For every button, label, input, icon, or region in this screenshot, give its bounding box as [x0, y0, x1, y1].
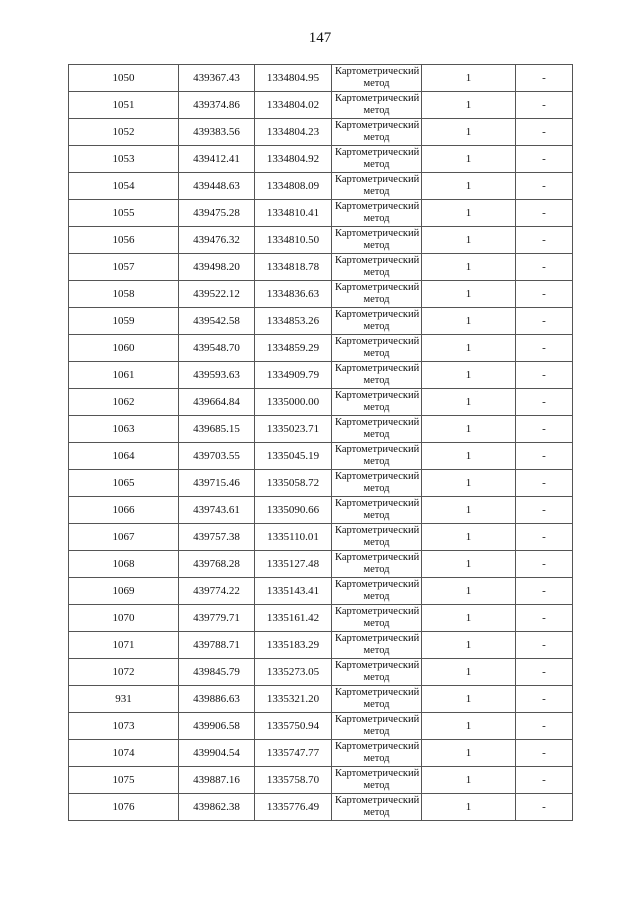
- note-cell: -: [516, 497, 573, 524]
- point-id-cell: 1062: [69, 389, 179, 416]
- method-cell: Картометрический метод: [332, 65, 422, 92]
- accuracy-cell: 1: [422, 551, 516, 578]
- coord-y-cell: 1335143.41: [255, 578, 332, 605]
- table-row: [69, 443, 573, 470]
- accuracy-cell: 1: [422, 659, 516, 686]
- coord-y-cell: 1334909.79: [255, 362, 332, 389]
- coord-y-cell: 1335321.20: [255, 686, 332, 713]
- point-id-cell: 1061: [69, 362, 179, 389]
- note-cell: -: [516, 443, 573, 470]
- coord-y-cell: 1335090.66: [255, 497, 332, 524]
- note-cell: -: [516, 524, 573, 551]
- accuracy-cell: 1: [422, 119, 516, 146]
- note-cell: -: [516, 794, 573, 821]
- coord-y-cell: 1335023.71: [255, 416, 332, 443]
- coord-x-cell: 439412.41: [179, 146, 255, 173]
- note-cell: -: [516, 173, 573, 200]
- method-cell: Картометрический метод: [332, 227, 422, 254]
- point-id-cell: 1057: [69, 254, 179, 281]
- point-id-cell: 931: [69, 686, 179, 713]
- coord-x-cell: 439476.32: [179, 227, 255, 254]
- coord-y-cell: 1335776.49: [255, 794, 332, 821]
- coord-x-cell: 439593.63: [179, 362, 255, 389]
- page-number: 147: [308, 30, 332, 46]
- method-cell: Картометрический метод: [332, 470, 422, 497]
- coord-x-cell: 439374.86: [179, 92, 255, 119]
- table-row: [69, 551, 573, 578]
- point-id-cell: 1074: [69, 740, 179, 767]
- accuracy-cell: 1: [422, 713, 516, 740]
- coord-x-cell: 439522.12: [179, 281, 255, 308]
- method-cell: Картометрический метод: [332, 605, 422, 632]
- table-row: [69, 362, 573, 389]
- method-cell: Картометрический метод: [332, 173, 422, 200]
- method-cell: Картометрический метод: [332, 200, 422, 227]
- note-cell: -: [516, 632, 573, 659]
- coord-y-cell: 1335747.77: [255, 740, 332, 767]
- accuracy-cell: 1: [422, 335, 516, 362]
- table-row: [69, 200, 573, 227]
- point-id-cell: 1058: [69, 281, 179, 308]
- note-cell: -: [516, 65, 573, 92]
- method-cell: Картометрический метод: [332, 767, 422, 794]
- method-cell: Картометрический метод: [332, 551, 422, 578]
- table-row: [69, 497, 573, 524]
- coord-y-cell: 1334836.63: [255, 281, 332, 308]
- note-cell: -: [516, 767, 573, 794]
- accuracy-cell: 1: [422, 281, 516, 308]
- coord-x-cell: 439715.46: [179, 470, 255, 497]
- method-cell: Картометрический метод: [332, 389, 422, 416]
- accuracy-cell: 1: [422, 767, 516, 794]
- coord-y-cell: 1334804.02: [255, 92, 332, 119]
- coord-x-cell: 439448.63: [179, 173, 255, 200]
- coord-y-cell: 1335183.29: [255, 632, 332, 659]
- coord-x-cell: 439367.43: [179, 65, 255, 92]
- table-row: [69, 767, 573, 794]
- coord-y-cell: 1335000.00: [255, 389, 332, 416]
- method-cell: Картометрический метод: [332, 632, 422, 659]
- coord-y-cell: 1335045.19: [255, 443, 332, 470]
- coord-x-cell: 439548.70: [179, 335, 255, 362]
- accuracy-cell: 1: [422, 308, 516, 335]
- accuracy-cell: 1: [422, 146, 516, 173]
- table-row: [69, 389, 573, 416]
- table-row: [69, 740, 573, 767]
- table-row: [69, 713, 573, 740]
- table-row: [69, 254, 573, 281]
- coord-y-cell: 1334804.95: [255, 65, 332, 92]
- point-id-cell: 1070: [69, 605, 179, 632]
- note-cell: -: [516, 335, 573, 362]
- coord-y-cell: 1334853.26: [255, 308, 332, 335]
- coord-x-cell: 439768.28: [179, 551, 255, 578]
- table-row: [69, 227, 573, 254]
- coord-x-cell: 439498.20: [179, 254, 255, 281]
- method-cell: Картометрический метод: [332, 308, 422, 335]
- note-cell: -: [516, 362, 573, 389]
- point-id-cell: 1053: [69, 146, 179, 173]
- method-cell: Картометрический метод: [332, 686, 422, 713]
- accuracy-cell: 1: [422, 686, 516, 713]
- accuracy-cell: 1: [422, 740, 516, 767]
- coord-x-cell: 439845.79: [179, 659, 255, 686]
- method-cell: Картометрический метод: [332, 659, 422, 686]
- table-row: [69, 659, 573, 686]
- table-row: [69, 65, 573, 92]
- note-cell: -: [516, 119, 573, 146]
- coord-y-cell: 1334818.78: [255, 254, 332, 281]
- method-cell: Картометрический метод: [332, 146, 422, 173]
- note-cell: -: [516, 146, 573, 173]
- coordinates-table: [68, 64, 573, 821]
- table-row: [69, 632, 573, 659]
- method-cell: Картометрический метод: [332, 92, 422, 119]
- accuracy-cell: 1: [422, 362, 516, 389]
- coord-x-cell: 439383.56: [179, 119, 255, 146]
- point-id-cell: 1055: [69, 200, 179, 227]
- point-id-cell: 1073: [69, 713, 179, 740]
- point-id-cell: 1051: [69, 92, 179, 119]
- point-id-cell: 1071: [69, 632, 179, 659]
- point-id-cell: 1069: [69, 578, 179, 605]
- coord-x-cell: 439757.38: [179, 524, 255, 551]
- note-cell: -: [516, 659, 573, 686]
- method-cell: Картометрический метод: [332, 497, 422, 524]
- point-id-cell: 1066: [69, 497, 179, 524]
- note-cell: -: [516, 470, 573, 497]
- accuracy-cell: 1: [422, 389, 516, 416]
- point-id-cell: 1056: [69, 227, 179, 254]
- table-row: [69, 470, 573, 497]
- point-id-cell: 1060: [69, 335, 179, 362]
- accuracy-cell: 1: [422, 632, 516, 659]
- coord-y-cell: 1334810.41: [255, 200, 332, 227]
- coord-x-cell: 439788.71: [179, 632, 255, 659]
- accuracy-cell: 1: [422, 200, 516, 227]
- table-row: [69, 173, 573, 200]
- point-id-cell: 1072: [69, 659, 179, 686]
- table-row: [69, 308, 573, 335]
- accuracy-cell: 1: [422, 470, 516, 497]
- note-cell: -: [516, 416, 573, 443]
- accuracy-cell: 1: [422, 92, 516, 119]
- method-cell: Картометрический метод: [332, 416, 422, 443]
- point-id-cell: 1052: [69, 119, 179, 146]
- accuracy-cell: 1: [422, 173, 516, 200]
- coord-y-cell: 1335758.70: [255, 767, 332, 794]
- coord-y-cell: 1335127.48: [255, 551, 332, 578]
- coord-y-cell: 1335110.01: [255, 524, 332, 551]
- coord-x-cell: 439904.54: [179, 740, 255, 767]
- accuracy-cell: 1: [422, 794, 516, 821]
- point-id-cell: 1076: [69, 794, 179, 821]
- method-cell: Картометрический метод: [332, 254, 422, 281]
- point-id-cell: 1063: [69, 416, 179, 443]
- coord-x-cell: 439906.58: [179, 713, 255, 740]
- coord-x-cell: 439779.71: [179, 605, 255, 632]
- table-row: [69, 686, 573, 713]
- accuracy-cell: 1: [422, 524, 516, 551]
- point-id-cell: 1050: [69, 65, 179, 92]
- method-cell: Картометрический метод: [332, 794, 422, 821]
- table-row: [69, 281, 573, 308]
- note-cell: -: [516, 605, 573, 632]
- method-cell: Картометрический метод: [332, 119, 422, 146]
- coord-y-cell: 1334804.92: [255, 146, 332, 173]
- coord-x-cell: 439664.84: [179, 389, 255, 416]
- note-cell: -: [516, 389, 573, 416]
- coord-x-cell: 439542.58: [179, 308, 255, 335]
- note-cell: -: [516, 200, 573, 227]
- coord-y-cell: 1335161.42: [255, 605, 332, 632]
- method-cell: Картометрический метод: [332, 443, 422, 470]
- accuracy-cell: 1: [422, 578, 516, 605]
- point-id-cell: 1075: [69, 767, 179, 794]
- method-cell: Картометрический метод: [332, 362, 422, 389]
- point-id-cell: 1064: [69, 443, 179, 470]
- coord-x-cell: 439774.22: [179, 578, 255, 605]
- note-cell: -: [516, 578, 573, 605]
- accuracy-cell: 1: [422, 65, 516, 92]
- method-cell: Картометрический метод: [332, 335, 422, 362]
- method-cell: Картометрический метод: [332, 524, 422, 551]
- accuracy-cell: 1: [422, 443, 516, 470]
- coord-y-cell: 1335273.05: [255, 659, 332, 686]
- table-row: [69, 146, 573, 173]
- coord-y-cell: 1334804.23: [255, 119, 332, 146]
- note-cell: -: [516, 686, 573, 713]
- note-cell: -: [516, 281, 573, 308]
- table-row: [69, 92, 573, 119]
- table-row: [69, 335, 573, 362]
- point-id-cell: 1065: [69, 470, 179, 497]
- coord-x-cell: 439862.38: [179, 794, 255, 821]
- point-id-cell: 1068: [69, 551, 179, 578]
- note-cell: -: [516, 740, 573, 767]
- accuracy-cell: 1: [422, 605, 516, 632]
- method-cell: Картометрический метод: [332, 578, 422, 605]
- coord-x-cell: 439886.63: [179, 686, 255, 713]
- note-cell: -: [516, 308, 573, 335]
- coord-x-cell: 439743.61: [179, 497, 255, 524]
- method-cell: Картометрический метод: [332, 281, 422, 308]
- coord-x-cell: 439685.15: [179, 416, 255, 443]
- accuracy-cell: 1: [422, 416, 516, 443]
- table-row: [69, 416, 573, 443]
- point-id-cell: 1067: [69, 524, 179, 551]
- point-id-cell: 1059: [69, 308, 179, 335]
- accuracy-cell: 1: [422, 497, 516, 524]
- accuracy-cell: 1: [422, 254, 516, 281]
- coord-x-cell: 439887.16: [179, 767, 255, 794]
- coord-x-cell: 439475.28: [179, 200, 255, 227]
- method-cell: Картометрический метод: [332, 713, 422, 740]
- coord-x-cell: 439703.55: [179, 443, 255, 470]
- coord-y-cell: 1334859.29: [255, 335, 332, 362]
- note-cell: -: [516, 713, 573, 740]
- point-id-cell: 1054: [69, 173, 179, 200]
- table-row: [69, 524, 573, 551]
- accuracy-cell: 1: [422, 227, 516, 254]
- coord-y-cell: 1335750.94: [255, 713, 332, 740]
- table-row: [69, 119, 573, 146]
- coord-y-cell: 1334810.50: [255, 227, 332, 254]
- note-cell: -: [516, 254, 573, 281]
- table-row: [69, 578, 573, 605]
- table-row: [69, 605, 573, 632]
- note-cell: -: [516, 551, 573, 578]
- coord-y-cell: 1335058.72: [255, 470, 332, 497]
- coordinates-table-body: [69, 65, 573, 821]
- note-cell: -: [516, 92, 573, 119]
- table-row: [69, 794, 573, 821]
- coord-y-cell: 1334808.09: [255, 173, 332, 200]
- method-cell: Картометрический метод: [332, 740, 422, 767]
- note-cell: -: [516, 227, 573, 254]
